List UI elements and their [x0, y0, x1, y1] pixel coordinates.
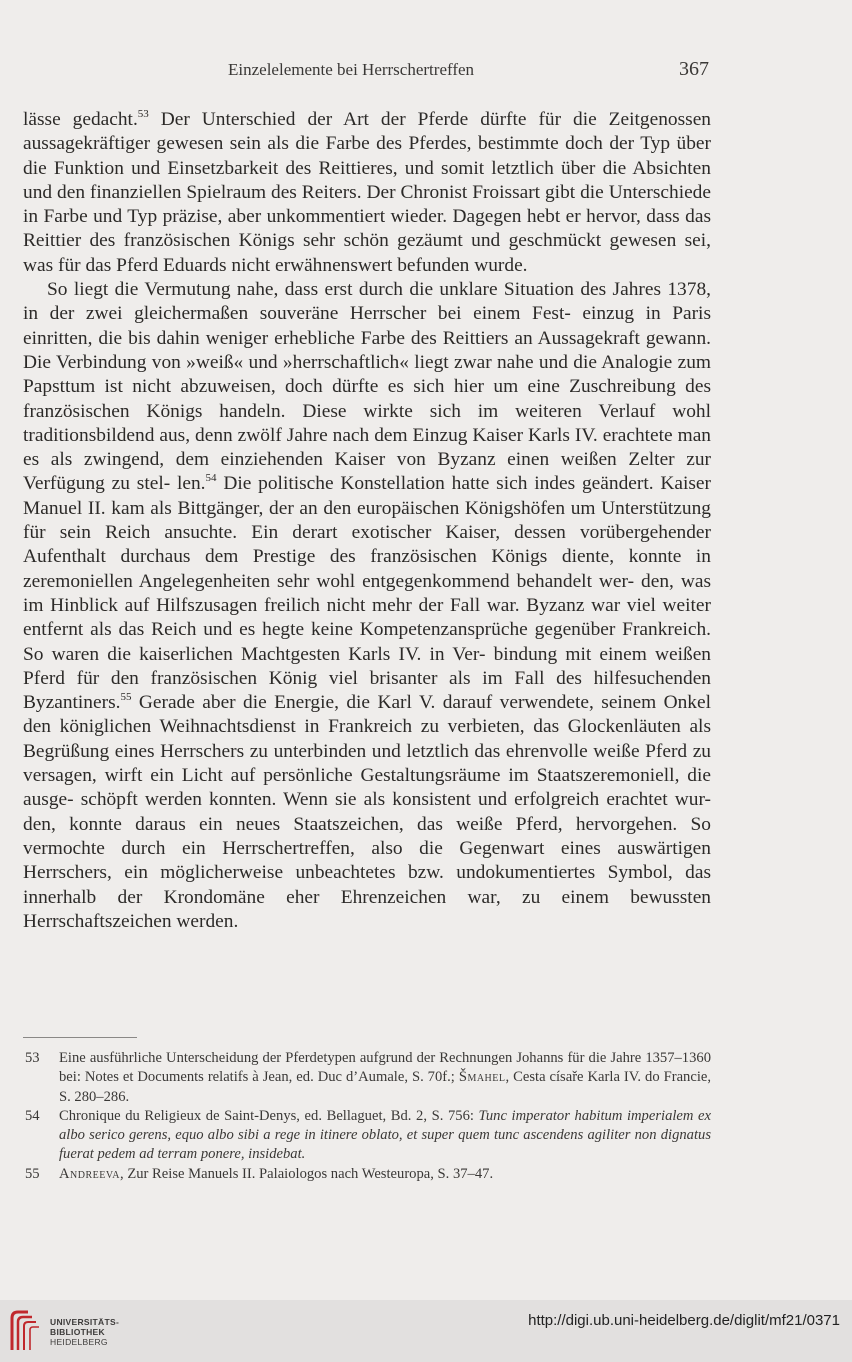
footnote-divider — [23, 1037, 137, 1038]
running-head — [0, 60, 852, 84]
library-logo-text — [50, 1317, 119, 1347]
logo-line-1: UNIVERSITÄTS- — [50, 1317, 120, 1327]
running-head-title: Einzelelemente bei Herrschertreffen — [228, 60, 475, 79]
paragraph-2 — [23, 278, 711, 934]
library-logo[interactable] — [8, 1308, 168, 1352]
body-text — [23, 108, 711, 934]
footnote-ref-55: 55 — [120, 691, 132, 704]
source-url[interactable]: http://digi.ub.uni-heidelberg.de/diglit/mf21/0371 — [528, 1312, 840, 1329]
footnote-ref-54: 54 — [205, 472, 217, 485]
footnote-53 — [23, 1049, 711, 1107]
latin-quotation: Tunc imperator habitum imperialem ex albo serico gerens, equo albo sibi a rege in itinere oblato, et super quem tunc ascendens agiliter non dignatus fuerat pedem ad terram ponere, insidebat. — [59, 1107, 711, 1163]
footnote-number: 55 — [25, 1165, 40, 1182]
footnote-text: Eine ausführliche Unterscheidung der Pferdetypen aufgrund der Rechnungen Johanns für die Jahre 1357–1360 bei: Notes et Documents relatifs à Jean, ed. Duc d’Aumale, S. 70f.; — [59, 1050, 711, 1086]
author-name: Šmahel — [458, 1069, 506, 1086]
footnote-text: Chronique du Religieux de Saint-Denys, ed. Bellaguet, Bd. 2, S. 756: — [59, 1107, 479, 1124]
p2-text-b: Die politische Konstellation hatte sich indes geändert. Kaiser Manuel II. kam als Bittgänger, der an den europäischen Königshöfen um Unterstützung für sein Reich ansuchte. Ein derart exotischer Kaiser, dessen vorübergehender Aufenthalt durchaus dem Prestige des französischen Königs diente, konnte in zeremoniellen Angelegenheiten sehr wohl entgegenkommend behandelt wer- den, was im Hinblick auf Hilfszusagen freilich nicht mehr der Fall war. Byzanz war viel weiter entfernt als das Reich und es hegte keine Kompetenzansprüche gegenüber Frankreich. So waren die kaiserlichen Machtgesten Karls IV. in Ver- bindung mit einem weißen Pferd für den französischen König viel brisanter als im Fall des hilfesuchenden Byzantiners. — [23, 473, 711, 714]
page-number: 367 — [679, 58, 709, 80]
p1-text-b: Der Unterschied der Art der Pferde dürfte für die Zeitgenossen aussagekräftiger gewesen sein als die Farbe des Pferdes, bestimmte doch der Typ über die Funktion und Einsetzbarkeit des Reittieres, und somit letztlich über die Absichten und den finanziellen Spielraum des Reiters. Der Chronist Froissart gibt die Unterschiede in Farbe und Typ präzise, aber unkommentiert wieder. Dagegen hebt er hervor, dass das Reittier des französischen Königs sehr schön gezäumt und geschmückt gewesen sei, was für das Pferd Eduards nicht erwähnenswert befunden wurde. — [23, 109, 711, 276]
author-name: Andreeva — [59, 1165, 121, 1182]
footnote-ref-53: 53 — [137, 108, 149, 120]
footnote-number: 54 — [25, 1107, 40, 1124]
footnote-text: , Zur Reise Manuels II. Palaiologos nach Westeuropa, S. 37–47. — [120, 1165, 494, 1182]
footnote-number: 53 — [25, 1050, 40, 1066]
logo-line-2: BIBLIOTHEK — [50, 1327, 105, 1337]
footnote-54 — [23, 1107, 711, 1165]
paragraph-1 — [23, 108, 711, 278]
logo-line-3: HEIDELBERG — [50, 1337, 108, 1347]
footnotes — [23, 1049, 711, 1184]
footnote-text: , Cesta císaře Karla IV. do Francie, S. 280–286. — [59, 1069, 711, 1105]
p1-text-a: lässe gedacht. — [23, 109, 138, 130]
p2-text-a: So liegt die Vermutung nahe, dass erst durch die unklare Situation des Jahres 1378, in der zwei gleichermaßen souveräne Herrscher bei einem Fest- einzug in Paris einritten, die bis dahin weniger erhebliche Farbe des Reittiers an Aussagekraft gewann. Die Verbindung von »weiß« und »herrschaftlich« liegt zwar nahe und die Analogie zum Papsttum ist nicht abzuweisen, doch dürfte es sich hier um eine Zuschreibung des französischen Königs handeln. Diese wirkte sich im weiteren Verlauf wohl traditionsbildend aus, denn zwölf Jahre nach dem Einzug Kaiser Karls IV. erachtete man es als zwingend, dem einziehenden Kaiser von Byzanz einen weißen Zelter zur Verfügung zu stel- len. — [23, 279, 711, 495]
footnote-55 — [23, 1165, 711, 1184]
library-logo-icon — [8, 1308, 42, 1352]
p2-text-c: Gerade aber die Energie, die Karl V. darauf verwendete, seinem Onkel den königlichen Weihnachtsdienst in Frankreich zu verbieten, das Glockenläuten als Begrüßung eines Herrschers zu unterbinden und letztlich das ehrenvolle weiße Pferd zu versagen, wirft ein Licht auf persönliche Gestaltungsräume im Staatszeremoniell, die ausge- schöpft werden konnten. Wenn sie als konsistent und erfolgreich erachtet wur- den, konnte daraus ein neues Staatszeichen, das weiße Pferd, hervorgehen. So vermochte durch ein Herrschertreffen, also die Gegenwart eines auswärtigen Herrschers, ein möglicherweise unbeachtetes bzw. undokumentiertes Symbol, das innerhalb der Krondomäne eher Ehrenzeichen war, zu einem bewussten Herrschaftszeichen werden. — [23, 692, 711, 932]
